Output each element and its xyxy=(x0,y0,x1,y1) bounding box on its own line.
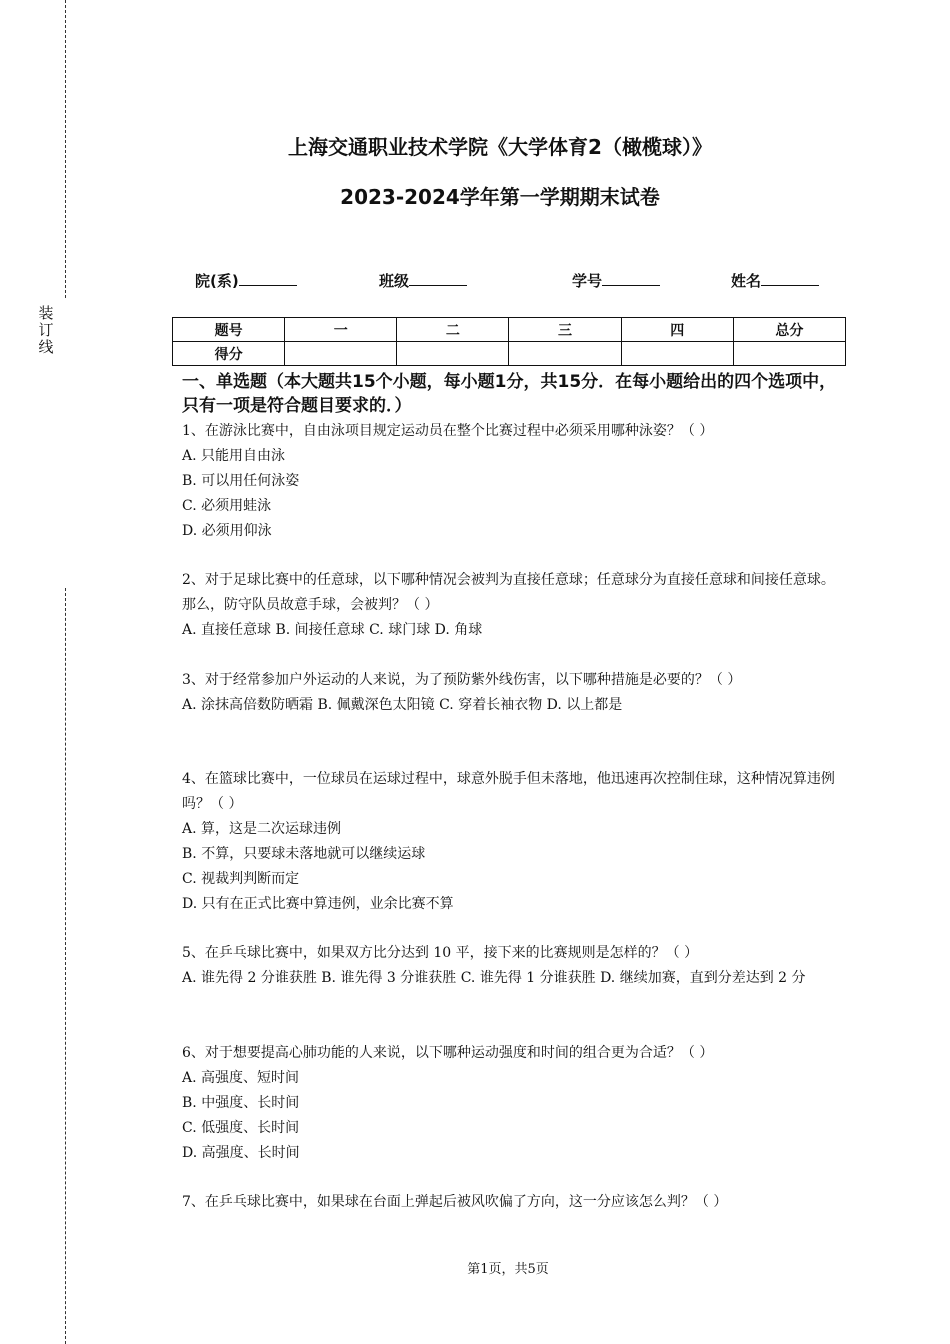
student-id-label: 学号 xyxy=(572,272,603,290)
score-table xyxy=(172,317,846,366)
score-header-cell: 题号 xyxy=(173,318,285,342)
question-3 xyxy=(182,668,842,718)
question-7 xyxy=(182,1190,842,1215)
question-stem: 6、对于想要提高心肺功能的人来说，以下哪种运动强度和时间的组合更为合适？（ ） xyxy=(182,1045,714,1061)
page-footer: 第1页，共5页 xyxy=(467,1262,549,1277)
question-2 xyxy=(182,568,842,643)
name-field xyxy=(731,269,819,291)
question-6 xyxy=(182,1041,842,1166)
class-blank[interactable] xyxy=(409,269,467,286)
score-cell[interactable] xyxy=(621,342,733,366)
binding-label: 装订线 xyxy=(38,304,54,356)
score-header-cell: 三 xyxy=(509,318,621,342)
department-field xyxy=(195,269,297,291)
question-stem: 7、在乒乓球比赛中，如果球在台面上弹起后被风吹偏了方向，这一分应该怎么判？（ ） xyxy=(182,1194,728,1210)
name-blank[interactable] xyxy=(761,269,819,286)
student-id-blank[interactable] xyxy=(602,269,660,286)
question-option: A. 算，这是二次运球违例 xyxy=(182,821,342,837)
section-heading: 一、单选题（本大题共15个小题，每小题1分，共15分．在每小题给出的四个选项中，只有一项是符合题目要求的．） xyxy=(182,372,837,416)
exam-subtitle: 2023-2024学年第一学期期末试卷 xyxy=(340,185,660,209)
department-label: 院(系) xyxy=(195,272,239,290)
question-stem: 1、在游泳比赛中，自由泳项目规定运动员在整个比赛过程中必须采用哪种泳姿？（ ） xyxy=(182,423,714,439)
name-label: 姓名 xyxy=(731,272,762,290)
question-stem: 2、对于足球比赛中的任意球，以下哪种情况会被判为直接任意球；任意球分为直接任意球和间接任意球。那么，防守队员故意手球，会被判？（ ） xyxy=(182,572,835,613)
department-blank[interactable] xyxy=(239,269,297,286)
question-5 xyxy=(182,941,842,991)
score-cell[interactable] xyxy=(397,342,509,366)
question-option: A. 高强度、短时间 xyxy=(182,1070,300,1086)
score-header-cell: 四 xyxy=(621,318,733,342)
question-option: D. 必须用仰泳 xyxy=(182,523,272,539)
question-option: D. 高强度、长时间 xyxy=(182,1145,300,1161)
question-option: A. 涂抹高倍数防晒霜 B. 佩戴深色太阳镜 C. 穿着长袖衣物 D. 以上都是 xyxy=(182,697,623,713)
class-field xyxy=(379,269,467,291)
exam-title: 上海交通职业技术学院《大学体育2（橄榄球）》 xyxy=(288,135,712,159)
score-cell[interactable] xyxy=(733,342,845,366)
question-option: A. 只能用自由泳 xyxy=(182,448,286,464)
score-table-header-row xyxy=(173,318,846,342)
question-option: A. 直接任意球 B. 间接任意球 C. 球门球 D. 角球 xyxy=(182,622,483,638)
question-option: C. 必须用蛙泳 xyxy=(182,498,272,514)
score-header-cell: 一 xyxy=(285,318,397,342)
score-row-label: 得分 xyxy=(173,342,285,366)
score-cell[interactable] xyxy=(285,342,397,366)
question-option: C. 视裁判判断而定 xyxy=(182,871,300,887)
question-1 xyxy=(182,419,842,544)
question-option: B. 不算，只要球未落地就可以继续运球 xyxy=(182,846,426,862)
student-id-field xyxy=(572,269,660,291)
question-stem: 5、在乒乓球比赛中，如果双方比分达到 10 平，接下来的比赛规则是怎样的？（ ） xyxy=(182,945,699,961)
score-table-score-row xyxy=(173,342,846,366)
question-option: B. 可以用任何泳姿 xyxy=(182,473,300,489)
score-header-cell: 总分 xyxy=(733,318,845,342)
question-option: A. 谁先得 2 分谁获胜 B. 谁先得 3 分谁获胜 C. 谁先得 1 分谁获胜 D. 继续加赛，直到分差达到 2 分 xyxy=(182,970,806,986)
class-label: 班级 xyxy=(379,272,410,290)
question-stem: 4、在篮球比赛中，一位球员在运球过程中，球意外脱手但未落地，他迅速再次控制住球，这种情况算违例吗？（ ） xyxy=(182,771,835,812)
student-info-row xyxy=(0,269,950,293)
question-4 xyxy=(182,767,842,917)
score-cell[interactable] xyxy=(509,342,621,366)
binding-dashed-line-bottom xyxy=(65,588,66,1344)
question-option: C. 低强度、长时间 xyxy=(182,1120,300,1136)
question-option: B. 中强度、长时间 xyxy=(182,1095,300,1111)
question-stem: 3、对于经常参加户外运动的人来说，为了预防紫外线伤害，以下哪种措施是必要的？（ ） xyxy=(182,672,742,688)
score-header-cell: 二 xyxy=(397,318,509,342)
question-option: D. 只有在正式比赛中算违例，业余比赛不算 xyxy=(182,896,454,912)
